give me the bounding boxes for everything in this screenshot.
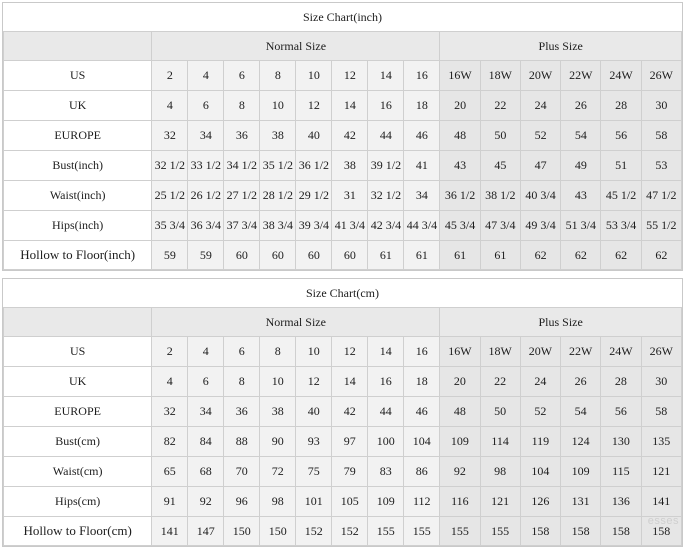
cell: 141	[641, 487, 681, 517]
cell: 147	[188, 517, 224, 546]
cell: 39 1/2	[368, 151, 404, 181]
cell: 82	[152, 427, 188, 457]
cell: 105	[332, 487, 368, 517]
cell: 130	[601, 427, 641, 457]
group-header-row	[4, 308, 682, 337]
cell: 20	[440, 367, 480, 397]
cell: 20W	[520, 61, 560, 91]
chart-title: Size Chart(cm)	[4, 279, 682, 308]
cell: 72	[260, 457, 296, 487]
table-row	[4, 337, 682, 367]
cell: 54	[561, 397, 601, 427]
title-row	[4, 3, 682, 32]
cell: 12	[332, 61, 368, 91]
group-header-plus: Plus Size	[440, 308, 682, 337]
cell: 20W	[520, 337, 560, 367]
cell: 91	[152, 487, 188, 517]
size-chart-inch-table	[3, 3, 682, 270]
cell: 109	[368, 487, 404, 517]
cell: 32	[152, 397, 188, 427]
cell: 62	[641, 241, 681, 270]
cell: 47	[520, 151, 560, 181]
cell: 33 1/2	[188, 151, 224, 181]
cell: 124	[561, 427, 601, 457]
cell: 51 3/4	[561, 211, 601, 241]
cell: 60	[260, 241, 296, 270]
cell: 40	[296, 397, 332, 427]
cell: 47 1/2	[641, 181, 681, 211]
cell: 26 1/2	[188, 181, 224, 211]
cell: 28	[601, 367, 641, 397]
cell: 60	[224, 241, 260, 270]
cell: 109	[440, 427, 480, 457]
cell: 51	[601, 151, 641, 181]
cell: 121	[480, 487, 520, 517]
cell: 45 1/2	[601, 181, 641, 211]
cell: 48	[440, 397, 480, 427]
cell: 54	[561, 121, 601, 151]
cell: 56	[601, 397, 641, 427]
cell: 101	[296, 487, 332, 517]
cell: 114	[480, 427, 520, 457]
cell: 34 1/2	[224, 151, 260, 181]
cell: 155	[480, 517, 520, 546]
cell: 40 3/4	[520, 181, 560, 211]
cell: 6	[224, 61, 260, 91]
cell: 152	[332, 517, 368, 546]
cell: 62	[561, 241, 601, 270]
cell: 10	[296, 61, 332, 91]
cell: 6	[188, 91, 224, 121]
cell: 38 1/2	[480, 181, 520, 211]
cell: 62	[520, 241, 560, 270]
cell: 119	[520, 427, 560, 457]
cell: 88	[224, 427, 260, 457]
size-chart-cm-table	[3, 279, 682, 546]
cell: 61	[440, 241, 480, 270]
row-label: Bust(inch)	[4, 151, 152, 181]
group-header-normal: Normal Size	[152, 308, 440, 337]
cell: 93	[296, 427, 332, 457]
cell: 135	[641, 427, 681, 457]
cell: 18	[404, 367, 440, 397]
group-header-blank	[4, 32, 152, 61]
cell: 46	[404, 397, 440, 427]
row-label: EUROPE	[4, 397, 152, 427]
cell: 56	[601, 121, 641, 151]
group-header-row	[4, 32, 682, 61]
cell: 35 1/2	[260, 151, 296, 181]
cell: 158	[641, 517, 681, 546]
cell: 31	[332, 181, 368, 211]
cell: 52	[520, 121, 560, 151]
cell: 59	[188, 241, 224, 270]
cell: 29 1/2	[296, 181, 332, 211]
cell: 42 3/4	[368, 211, 404, 241]
cell: 14	[368, 337, 404, 367]
cell: 16W	[440, 61, 480, 91]
cell: 12	[332, 337, 368, 367]
cell: 42	[332, 397, 368, 427]
cell: 22	[480, 91, 520, 121]
cell: 37 3/4	[224, 211, 260, 241]
cell: 18W	[480, 337, 520, 367]
table-row	[4, 121, 682, 151]
cell: 53 3/4	[601, 211, 641, 241]
cell: 14	[332, 367, 368, 397]
cell: 61	[480, 241, 520, 270]
group-header-plus: Plus Size	[440, 32, 682, 61]
cell: 92	[188, 487, 224, 517]
cell: 61	[368, 241, 404, 270]
cell: 32	[152, 121, 188, 151]
cell: 126	[520, 487, 560, 517]
watermark-text: esses	[647, 515, 679, 527]
cell: 4	[152, 367, 188, 397]
cell: 36 3/4	[188, 211, 224, 241]
cell: 25 1/2	[152, 181, 188, 211]
table-row	[4, 151, 682, 181]
cell: 4	[188, 61, 224, 91]
cell: 44	[368, 121, 404, 151]
row-label: Hips(cm)	[4, 487, 152, 517]
cell: 68	[188, 457, 224, 487]
cell: 136	[601, 487, 641, 517]
cell: 12	[296, 367, 332, 397]
cell: 18	[404, 91, 440, 121]
row-label: Hollow to Floor(inch)	[4, 241, 152, 270]
cell: 40	[296, 121, 332, 151]
cell: 38 3/4	[260, 211, 296, 241]
table-row	[4, 487, 682, 517]
cell: 38	[260, 121, 296, 151]
cell: 60	[332, 241, 368, 270]
cell: 59	[152, 241, 188, 270]
cell: 34	[188, 121, 224, 151]
cell: 49 3/4	[520, 211, 560, 241]
cell: 16	[368, 91, 404, 121]
cell: 90	[260, 427, 296, 457]
cell: 32 1/2	[368, 181, 404, 211]
cell: 16W	[440, 337, 480, 367]
cell: 4	[188, 337, 224, 367]
size-chart-inch	[2, 2, 683, 271]
cell: 2	[152, 337, 188, 367]
cell: 43	[561, 181, 601, 211]
cell: 30	[641, 367, 681, 397]
row-label: Hips(inch)	[4, 211, 152, 241]
cell: 150	[260, 517, 296, 546]
row-label: EUROPE	[4, 121, 152, 151]
cell: 24W	[601, 61, 641, 91]
table-row	[4, 517, 682, 546]
cell: 158	[601, 517, 641, 546]
cell: 35 3/4	[152, 211, 188, 241]
cell: 109	[561, 457, 601, 487]
cell: 97	[332, 427, 368, 457]
cell: 44	[368, 397, 404, 427]
cell: 8	[260, 61, 296, 91]
cell: 150	[224, 517, 260, 546]
cell: 98	[480, 457, 520, 487]
cell: 62	[601, 241, 641, 270]
cell: 26	[561, 367, 601, 397]
cell: 34	[188, 397, 224, 427]
table-row	[4, 397, 682, 427]
cell: 83	[368, 457, 404, 487]
cell: 28	[601, 91, 641, 121]
cell: 104	[520, 457, 560, 487]
chart-title: Size Chart(inch)	[4, 3, 682, 32]
cell: 16	[404, 337, 440, 367]
cell: 26W	[641, 61, 681, 91]
cell: 24	[520, 91, 560, 121]
cell: 65	[152, 457, 188, 487]
cell: 16	[404, 61, 440, 91]
title-row	[4, 279, 682, 308]
cell: 112	[404, 487, 440, 517]
cell: 47 3/4	[480, 211, 520, 241]
cell: 155	[368, 517, 404, 546]
cell: 36 1/2	[296, 151, 332, 181]
cell: 22	[480, 367, 520, 397]
cell: 36	[224, 397, 260, 427]
row-label: UK	[4, 91, 152, 121]
cell: 43	[440, 151, 480, 181]
cell: 32 1/2	[152, 151, 188, 181]
cell: 75	[296, 457, 332, 487]
cell: 8	[224, 91, 260, 121]
cell: 86	[404, 457, 440, 487]
cell: 104	[404, 427, 440, 457]
cell: 14	[368, 61, 404, 91]
cell: 42	[332, 121, 368, 151]
cell: 152	[296, 517, 332, 546]
cell: 10	[296, 337, 332, 367]
cell: 58	[641, 397, 681, 427]
group-header-normal: Normal Size	[152, 32, 440, 61]
cell: 28 1/2	[260, 181, 296, 211]
cell: 41	[404, 151, 440, 181]
cell: 6	[188, 367, 224, 397]
cell: 155	[440, 517, 480, 546]
cell: 26	[561, 91, 601, 121]
cell: 55 1/2	[641, 211, 681, 241]
cell: 141	[152, 517, 188, 546]
cell: 45 3/4	[440, 211, 480, 241]
cell: 131	[561, 487, 601, 517]
cell: 22W	[561, 61, 601, 91]
cell: 24	[520, 367, 560, 397]
cell: 27 1/2	[224, 181, 260, 211]
cell: 14	[332, 91, 368, 121]
cell: 41 3/4	[332, 211, 368, 241]
cell: 79	[332, 457, 368, 487]
cell: 38	[260, 397, 296, 427]
table-row	[4, 211, 682, 241]
cell: 16	[368, 367, 404, 397]
cell: 44 3/4	[404, 211, 440, 241]
cell: 98	[260, 487, 296, 517]
cell: 36	[224, 121, 260, 151]
row-label: UK	[4, 367, 152, 397]
cell: 116	[440, 487, 480, 517]
row-label: US	[4, 61, 152, 91]
cell: 45	[480, 151, 520, 181]
row-label: Bust(cm)	[4, 427, 152, 457]
cell: 60	[296, 241, 332, 270]
cell: 34	[404, 181, 440, 211]
cell: 10	[260, 91, 296, 121]
cell: 26W	[641, 337, 681, 367]
cell: 36 1/2	[440, 181, 480, 211]
cell: 30	[641, 91, 681, 121]
table-row	[4, 181, 682, 211]
cell: 70	[224, 457, 260, 487]
size-chart-cm	[2, 278, 683, 547]
cell: 24W	[601, 337, 641, 367]
table-row	[4, 367, 682, 397]
cell: 2	[152, 61, 188, 91]
cell: 115	[601, 457, 641, 487]
cell: 8	[260, 337, 296, 367]
cell: 96	[224, 487, 260, 517]
row-label: US	[4, 337, 152, 367]
cell: 52	[520, 397, 560, 427]
cell: 10	[260, 367, 296, 397]
cell: 8	[224, 367, 260, 397]
cell: 46	[404, 121, 440, 151]
cell: 158	[561, 517, 601, 546]
table-row	[4, 61, 682, 91]
row-label: Hollow to Floor(cm)	[4, 517, 152, 546]
cell: 53	[641, 151, 681, 181]
cell: 38	[332, 151, 368, 181]
cell: 4	[152, 91, 188, 121]
row-label: Waist(inch)	[4, 181, 152, 211]
cell: 39 3/4	[296, 211, 332, 241]
cell: 84	[188, 427, 224, 457]
cell: 50	[480, 121, 520, 151]
group-header-blank	[4, 308, 152, 337]
cell: 48	[440, 121, 480, 151]
cell: 12	[296, 91, 332, 121]
table-row	[4, 241, 682, 270]
cell: 50	[480, 397, 520, 427]
row-label: Waist(cm)	[4, 457, 152, 487]
table-row	[4, 427, 682, 457]
cell: 121	[641, 457, 681, 487]
cell: 92	[440, 457, 480, 487]
cell: 22W	[561, 337, 601, 367]
cell: 18W	[480, 61, 520, 91]
table-row	[4, 457, 682, 487]
table-row	[4, 91, 682, 121]
cell: 49	[561, 151, 601, 181]
cell: 6	[224, 337, 260, 367]
cell: 158	[520, 517, 560, 546]
cell: 58	[641, 121, 681, 151]
cell: 61	[404, 241, 440, 270]
cell: 100	[368, 427, 404, 457]
cell: 20	[440, 91, 480, 121]
cell: 155	[404, 517, 440, 546]
